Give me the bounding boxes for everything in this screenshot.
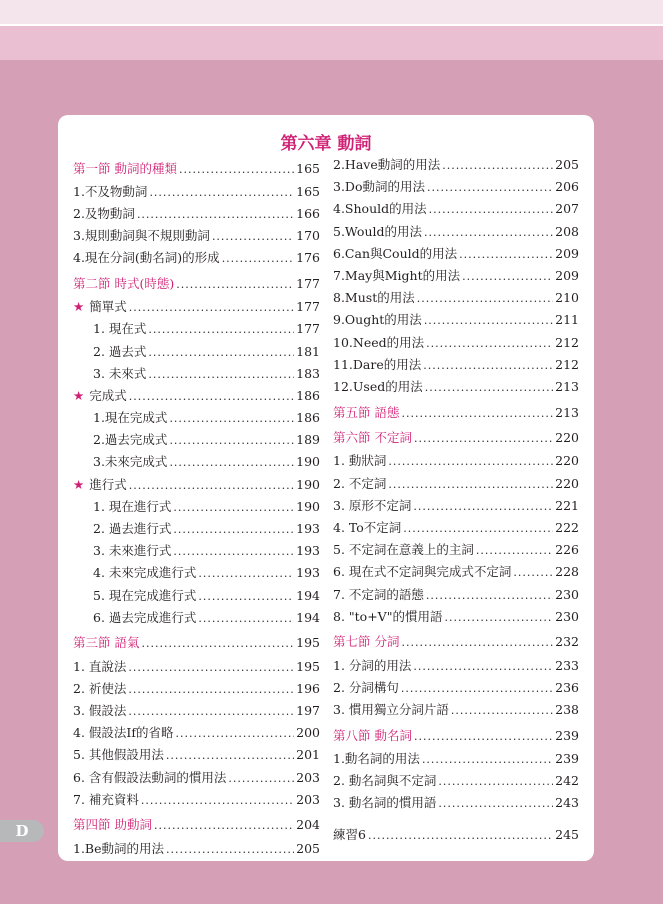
dot-leader [426,337,553,350]
dot-leader [169,456,294,469]
toc-entry-label: 1.動名詞的用法 [333,750,420,766]
toc-page-number: 190 [296,476,320,492]
dot-leader [388,455,553,468]
toc-page-number: 212 [555,356,579,372]
toc-entry-row [333,155,579,177]
toc-entry-label: 6. 含有假設法動詞的慣用法 [73,769,227,785]
toc-section-row [73,815,320,837]
toc-entry-label: 9.Ought的用法 [333,312,422,328]
dot-leader [417,292,553,305]
dot-leader [129,390,294,403]
toc-page-number: 194 [296,609,320,625]
dot-leader [462,270,553,283]
toc-entry-label: 11.Dare的用法 [333,356,422,372]
toc-entry-label: 5. 不定詞在意義上的主詞 [333,542,474,558]
dot-leader [148,323,294,336]
toc-entry-label: 2.過去完成式 [93,432,168,448]
toc-entry-row [333,656,579,678]
toc-entry-label: 10.Need的用法 [333,334,425,350]
toc-entry-row [333,266,579,288]
dot-leader [438,797,553,810]
dot-leader [129,301,294,314]
toc-page-number: 183 [296,365,320,381]
toc-entry-row [73,497,320,519]
dot-leader [403,522,553,535]
toc-page-number: 203 [296,791,320,807]
toc-entry-row [333,825,579,847]
toc-entry-row [333,496,579,518]
toc-entry-row [73,408,320,430]
toc-page-number: 207 [555,201,579,217]
toc-page-number: 221 [555,497,579,513]
toc-panel [58,115,594,861]
star-icon: ★ [73,476,85,492]
toc-page-number: 200 [296,725,320,741]
toc-entry-label: 8. "to+V"的慣用語 [333,608,443,624]
toc-entry-row [73,430,320,452]
toc-page-number: 177 [296,275,320,291]
dot-leader [425,381,553,394]
toc-page-number: 176 [296,250,320,266]
toc-page-number: 220 [555,475,579,491]
dot-leader [444,611,553,624]
toc-section-row [333,403,579,425]
toc-entry-label: 4. 假設法If的省略 [73,725,174,741]
toc-entry-label: 2. 過去進行式 [93,521,172,536]
toc-entry-row [73,452,320,474]
dot-leader [476,544,553,557]
toc-page-number: 170 [296,228,320,244]
dot-leader [141,637,294,650]
toc-page-number: 186 [296,387,320,403]
dot-leader [212,230,294,243]
toc-entry-row [73,723,320,745]
star-icon: ★ [73,387,85,403]
dot-leader [141,794,294,807]
dot-leader [368,829,553,842]
toc-page-number: 186 [296,410,320,426]
toc-entry-row [73,519,320,541]
toc-entry-label: 2. 分詞構句 [333,679,399,695]
dot-leader [173,501,294,514]
toc-entry-row [73,386,320,408]
toc-entry-row [73,319,320,341]
toc-entry-label: 1. 現在進行式 [93,498,172,514]
toc-entry-label: 2.Have動詞的用法 [333,157,441,172]
dot-leader [166,843,294,856]
toc-entry-label: 4. 未來完成進行式 [93,565,197,581]
dot-leader [426,589,553,602]
dot-leader [401,407,553,420]
toc-entry-label: 3. 原形不定詞 [333,497,412,513]
toc-entry-label: 練習6 [333,827,366,843]
toc-entry-label: 第六節 不定詞 [333,430,412,446]
toc-page-number: 245 [555,827,579,843]
toc-section-row [73,159,320,181]
dot-leader [429,203,554,216]
toc-entry-row [333,333,579,355]
dot-leader [423,359,553,372]
toc-entry-label: 4.現在分詞(動名詞)的形成 [73,250,220,266]
toc-entry-label: 簡單式 [89,299,127,315]
toc-page-number: 209 [555,267,579,283]
toc-entry-label: 3. 假設法 [73,703,127,718]
toc-entry-row [73,608,320,630]
toc-entry-row [73,768,320,790]
toc-entry-label: 1. 分詞的用法 [333,657,412,673]
toc-entry-row [73,182,320,204]
toc-entry-row [73,790,320,812]
toc-entry-label: 第八節 動名詞 [333,727,412,743]
dot-leader [513,566,553,579]
dot-leader [128,683,294,696]
toc-page-number: 236 [555,679,579,695]
toc-entry-row [73,342,320,364]
toc-section-row [333,726,579,748]
toc-page-number: 239 [555,727,579,743]
toc-entry-label: 1. 直說法 [73,658,127,674]
toc-page-number: 190 [296,498,320,514]
dot-leader [173,545,294,558]
toc-entry-label: 1.不及物動詞 [73,183,148,199]
toc-entry-label: 3. 未來式 [93,365,147,381]
toc-page-number: 165 [296,183,320,199]
toc-entry-label: 1. 動狀詞 [333,453,387,469]
toc-entry-label: 3.規則動詞與不規則動詞 [73,228,210,244]
toc-entry-row [73,297,320,319]
toc-entry-label: 7. 不定詞的語態 [333,586,424,602]
toc-entry-row [333,562,579,584]
toc-page-number: 208 [555,223,579,239]
toc-entry-label: 2. 動名詞與不定詞 [333,773,437,789]
toc-entry-row [73,839,320,861]
dot-leader [414,730,553,743]
dot-leader [414,432,553,445]
toc-page-number: 196 [296,680,320,696]
toc-page-number: 226 [555,542,579,558]
toc-entry-row [333,222,579,244]
toc-entry-label: 3. 慣用獨立分詞片語 [333,702,449,717]
toc-page-number: 177 [296,321,320,337]
toc-page-number: 193 [296,565,320,581]
toc-entry-row [73,563,320,585]
dot-leader [442,159,553,172]
toc-entry-label: 第二節 時式(時態) [73,275,175,291]
dot-leader [438,775,553,788]
toc-entry-label: 2. 祈使法 [73,680,127,696]
toc-entry-row [73,745,320,767]
toc-entry-row [333,310,579,332]
toc-entry-label: 8.Must的用法 [333,290,415,306]
toc-entry-row [333,678,579,700]
toc-entry-label: 第四節 助動詞 [73,817,152,833]
toc-entry-label: 進行式 [89,476,127,492]
toc-page-number: 211 [555,312,579,328]
toc-entry-row [333,288,579,310]
dot-leader [424,314,553,327]
dot-leader [128,705,294,718]
toc-entry-label: 1. 現在式 [93,321,147,337]
toc-entry-row [73,204,320,226]
dot-leader [427,181,553,194]
toc-page-number: 189 [296,432,320,448]
toc-entry-label: 第七節 分詞 [333,634,400,650]
toc-page-number: 212 [555,334,579,350]
toc-entry-label: 3.未來完成式 [93,454,168,470]
toc-entry-row [73,657,320,679]
dot-leader [198,612,294,625]
dot-leader [166,749,294,762]
toc-page-number: 166 [296,205,320,221]
toc-entry-row [73,226,320,248]
toc-entry-row [333,451,579,473]
toc-entry-label: 12.Used的用法 [333,378,423,394]
toc-entry-row [73,248,320,270]
toc-entry-row [333,199,579,221]
dot-leader [451,704,553,717]
toc-entry-label: 第一節 動詞的種類 [73,160,177,176]
dot-leader [413,660,553,673]
toc-entry-row [333,749,579,771]
toc-entry-row [73,475,320,497]
toc-entry-row [333,355,579,377]
toc-entry-label: 4.Should的用法 [333,201,427,217]
toc-entry-label: 5.Would的用法 [333,223,423,239]
dot-leader [198,567,294,580]
dot-leader [198,590,294,603]
toc-page-number: 232 [555,634,579,650]
toc-entry-row [333,177,579,199]
toc-page-number: 205 [555,157,579,172]
toc-entry-row [73,541,320,563]
toc-page-number: 177 [296,299,320,315]
dot-leader [169,434,294,447]
toc-page-number: 230 [555,586,579,602]
toc-page-number: 242 [555,773,579,789]
toc-page-number: 193 [296,543,320,559]
toc-entry-row [73,679,320,701]
toc-entry-label: 完成式 [89,387,127,403]
toc-section-row [333,632,579,654]
toc-entry-row [333,474,579,496]
page-tab: D [0,820,44,842]
toc-entry-label: 5. 現在完成進行式 [93,587,197,603]
toc-page-number: 238 [555,702,579,717]
dot-leader [388,478,553,491]
dot-leader [128,661,294,674]
toc-entry-label: 7.May與Might的用法 [333,267,461,283]
dot-leader [173,523,294,536]
dot-leader [137,208,294,221]
toc-entry-row [73,364,320,386]
toc-entry-label: 7. 補充資料 [73,791,139,807]
toc-entry-label: 3. 動名詞的慣用語 [333,795,437,811]
toc-page-number: 220 [555,453,579,469]
toc-entry-row [73,586,320,608]
toc-entry-row [333,793,579,815]
dot-leader [422,753,553,766]
toc-entry-label: 1.Be動詞的用法 [73,840,165,856]
toc-entry-row [333,607,579,629]
toc-page-number: 233 [555,657,579,673]
toc-entry-row [333,585,579,607]
toc-section-row [73,274,320,296]
toc-page-number: 220 [555,430,579,446]
toc-entry-label: 6. 現在式不定詞與完成式不定詞 [333,564,512,580]
dot-leader [149,186,294,199]
toc-right-column [333,155,579,848]
toc-page-number: 230 [555,608,579,624]
dot-leader [169,412,294,425]
toc-page-number: 194 [296,587,320,603]
toc-page-number: 195 [296,658,320,674]
toc-section-row [73,633,320,655]
toc-page-number: 209 [555,245,579,261]
dot-leader [413,500,553,513]
toc-page-number: 203 [296,769,320,785]
dot-leader [424,226,553,239]
toc-entry-row [333,244,579,266]
toc-page-number: 204 [296,817,320,833]
toc-entry-row [333,518,579,540]
toc-entry-row [333,700,579,722]
toc-entry-label: 第三節 語氣 [73,635,140,651]
toc-page-number: 205 [296,840,320,856]
dot-leader [228,772,294,785]
dot-leader [176,278,294,291]
dot-leader [129,479,294,492]
dot-leader [179,163,294,176]
star-icon: ★ [73,299,85,315]
top-band [0,0,663,24]
dot-leader [148,368,294,381]
toc-page-number: 206 [555,179,579,195]
toc-entry-label: 1.現在完成式 [93,410,168,426]
toc-page-number: 228 [555,564,579,580]
dot-leader [401,682,553,695]
toc-entry-row [73,701,320,723]
toc-entry-label: 5. 其他假設用法 [73,747,164,763]
toc-entry-label: 6. 過去完成進行式 [93,609,197,625]
toc-page-number: 181 [296,343,320,359]
dot-leader [154,819,294,832]
toc-entry-row [333,377,579,399]
toc-page-number: 210 [555,290,579,306]
toc-entry-label: 2. 不定詞 [333,475,387,491]
toc-page-number: 243 [555,795,579,811]
dot-leader [401,636,553,649]
chapter-title: 第六章 動詞 [280,134,372,154]
toc-page-number: 239 [555,750,579,766]
toc-page-number: 201 [296,747,320,763]
dot-leader [175,727,294,740]
toc-page-number: 190 [296,454,320,470]
toc-entry-label: 2. 過去式 [93,343,147,359]
toc-page-number: 213 [555,378,579,394]
toc-entry-label: 3.Do動詞的用法 [333,179,425,195]
toc-entry-row [333,540,579,562]
toc-entry-label: 2.及物動詞 [73,205,135,221]
dot-leader [222,252,294,265]
toc-page-number: 213 [555,404,579,420]
toc-page-number: 222 [555,520,579,535]
top-band-lower [0,26,663,60]
toc-left-column [73,155,320,861]
toc-page-number: 195 [296,635,320,651]
dot-leader [459,248,553,261]
dot-leader [148,346,294,359]
toc-entry-label: 第五節 語態 [333,404,400,420]
toc-entry-label: 4. To不定詞 [333,520,402,535]
toc-entry-row [333,771,579,793]
toc-entry-label: 3. 未來進行式 [93,543,172,559]
toc-section-row [333,428,579,450]
toc-entry-label: 6.Can與Could的用法 [333,245,458,261]
toc-page-number: 197 [296,703,320,718]
toc-page-number: 193 [296,521,320,536]
toc-page-number: 165 [296,160,320,176]
